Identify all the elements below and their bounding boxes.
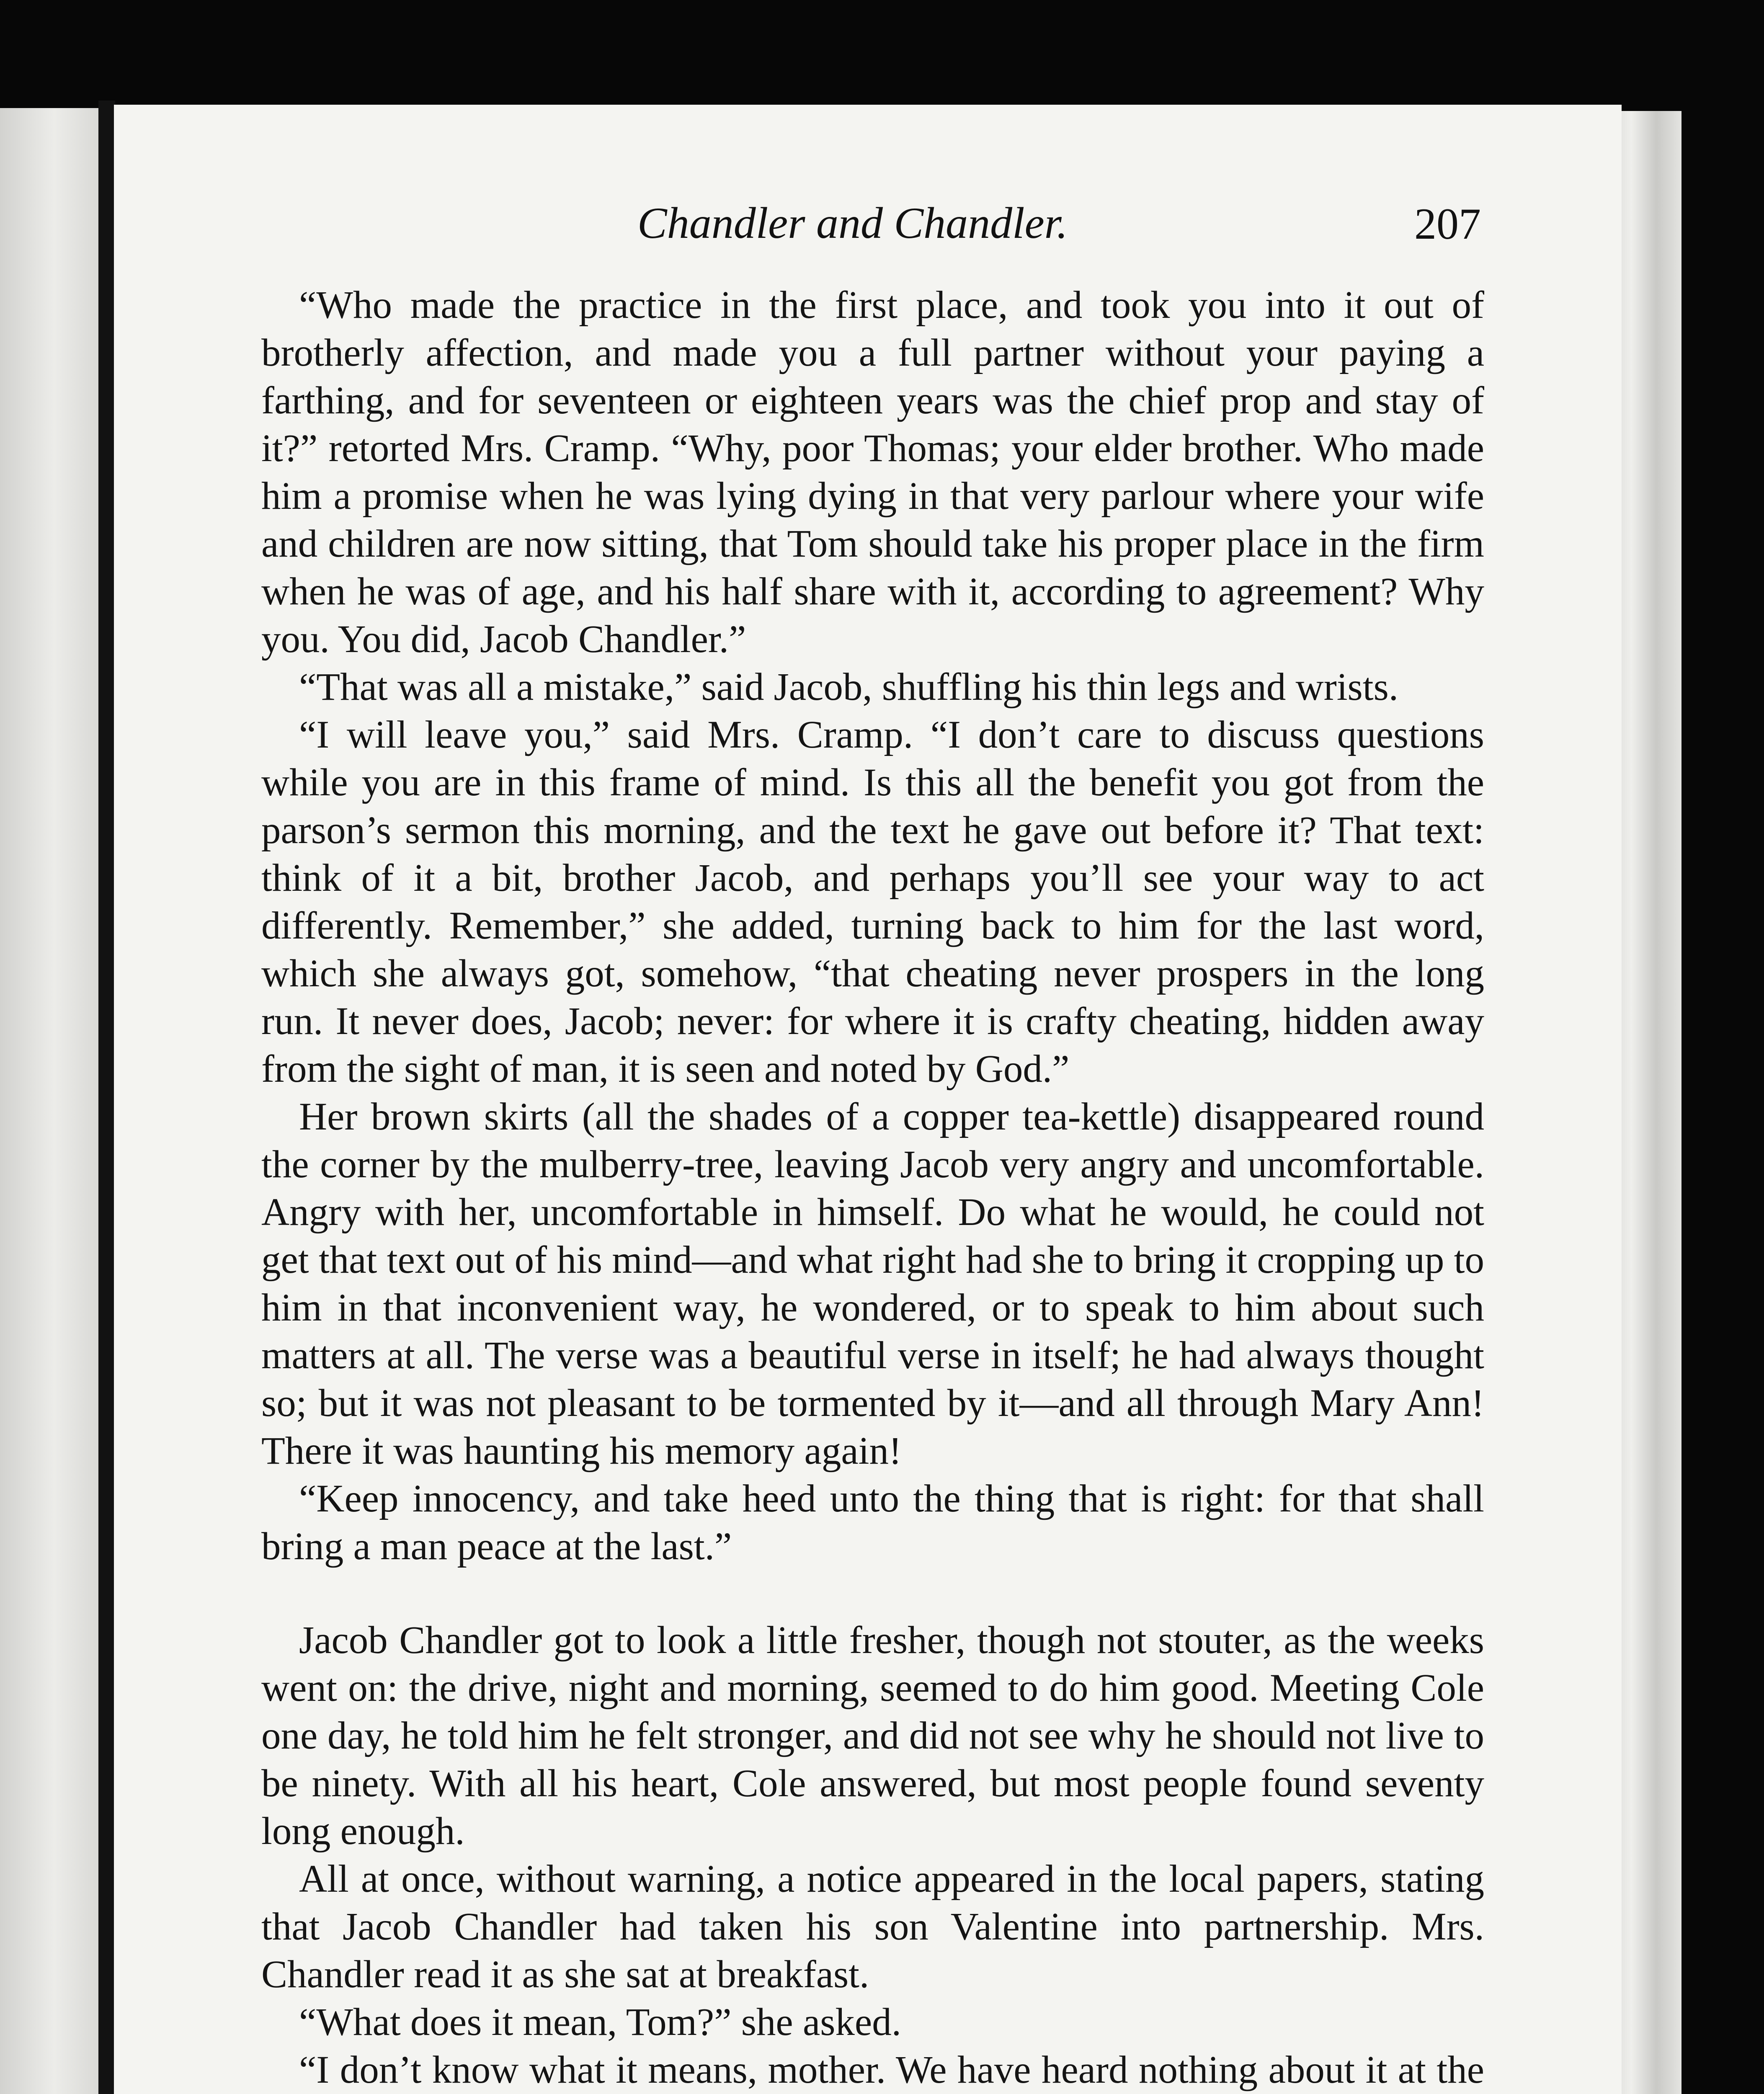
running-title: Chandler and Chandler. bbox=[637, 199, 1068, 248]
paragraph: All at once, without warning, a notice appeared in the local papers, stating that Jacob Chandler had taken his son Valentine into partnership. Mrs. Chandler read it as she sat at breakfast. bbox=[261, 1857, 1484, 1996]
section-break bbox=[261, 1570, 1484, 1617]
paragraph: Jacob Chandler got to look a little fresher, though not stouter, as the weeks went on: the drive, night and morning, seemed to do him good. Meeting Cole one day, he told him he felt stronger, and did not see why he should not live to be ninety. With all his heart, Cole answered, but most people found seventy long enough. bbox=[261, 1619, 1484, 1853]
book-gutter bbox=[98, 101, 115, 2094]
quoted-verse: “Keep innocency, and take heed unto the thing that is right: for that shall bring a man peace at the last.” bbox=[261, 1477, 1484, 1568]
left-facing-page-edge bbox=[0, 108, 98, 2094]
paragraph: “That was all a mistake,” said Jacob, shuffling his thin legs and wrists. bbox=[299, 665, 1399, 709]
paragraph: “What does it mean, Tom?” she asked. bbox=[299, 2001, 901, 2044]
page-header bbox=[114, 198, 1622, 256]
body-text bbox=[261, 281, 1484, 2094]
paragraph: “Who made the practice in the first place, and took you into it out of brotherly affection, and made you a full partner without your paying a farthing, and for seventeen or eighteen years was the chief prop and stay of it?” retorted Mrs. Cramp. “Why, poor Thomas; your elder brother. Who made him a promise when he was lying dying in that very parlour where your wife and children are now sitting, that Tom should take his proper place in the firm when he was of age, and his half share with it, according to agreement? Why you. You did, Jacob Chandler.” bbox=[261, 284, 1484, 661]
paragraph: “I don’t know what it means, mother. We have heard nothing about it at the bbox=[299, 2048, 1484, 2091]
paragraph: “I will leave you,” said Mrs. Cramp. “I don’t care to discuss questions while you are in this frame of mind. Is this all the benefit you got from the parson’s sermon this morning, and the text he gave out before it? That text: think of it a bit, brother Jacob, and perhaps you’ll see your way to act differently. Remember,” she added, turning back to him for the last word, which she always got, somehow, “that cheating never prospers in the long run. It never does, Jacob; never: for where it is crafty cheating, hidden away from the sight of man, it is seen and noted by God.” bbox=[261, 713, 1484, 1091]
page-number: 207 bbox=[1414, 199, 1481, 248]
paragraph: Her brown skirts (all the shades of a copper tea-kettle) disappeared round the corner by the mulberry-tree, leaving Jacob very angry and uncomfortable. Angry with her, uncomfortable in himself. Do what he would, he could not get that text out of his mind—and what right had she to bring it cropping up to him in that inconvenient way, he wondered, or to speak to him about such matters at all. The verse was a beautiful verse in itself; he had always thought so; but it was not pleasant to be tormented by it—and all through Mary Ann! There it was haunting his memory again! bbox=[261, 1095, 1484, 1473]
book-page bbox=[114, 105, 1622, 2094]
